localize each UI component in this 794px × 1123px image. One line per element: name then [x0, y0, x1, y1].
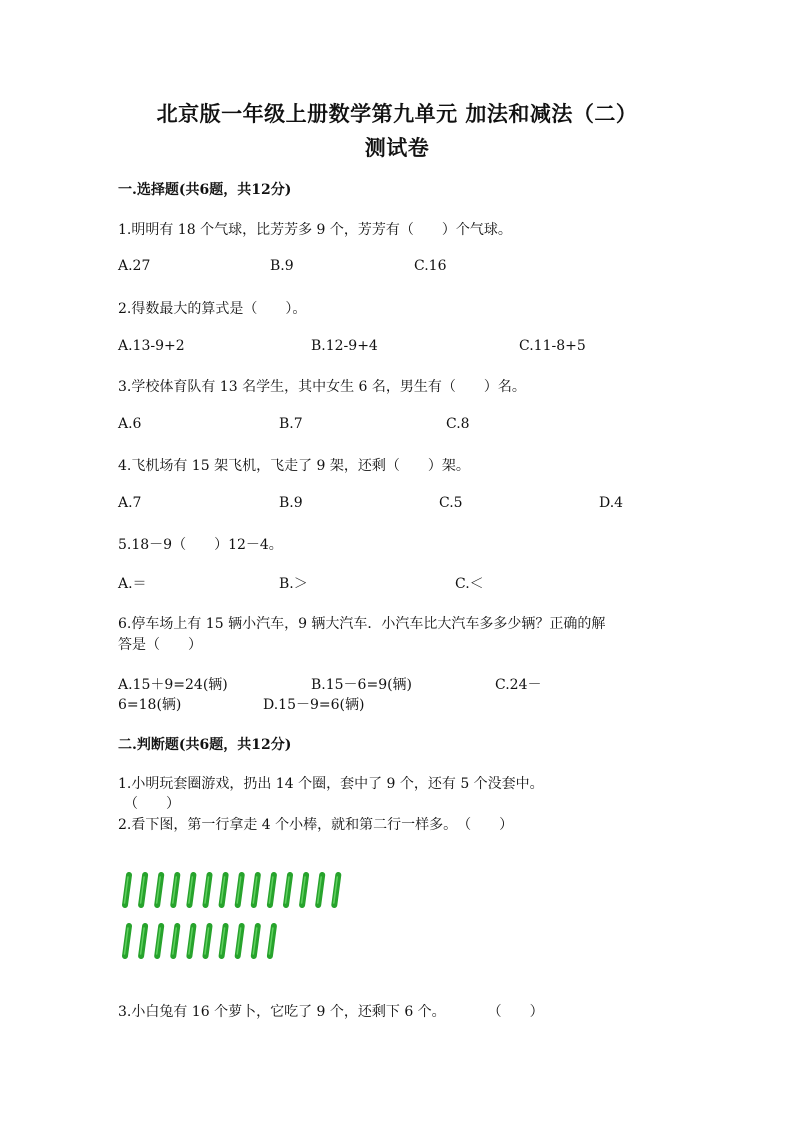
row1-stick-6 [205, 875, 210, 905]
q2-option-b: B.12-9+4 [311, 338, 378, 354]
q2-option-a: A.13-9+2 [118, 338, 185, 354]
page-subtitle: 测试卷 [364, 135, 430, 160]
row2-stick-9 [253, 926, 257, 956]
q4-option-b: B.9 [279, 495, 303, 511]
q6-option-b: B.15－6=9(辆) [311, 677, 413, 693]
q5-option-a: A.＝ [118, 576, 147, 592]
row1-stick-4 [173, 875, 178, 905]
row2-stick-6 [205, 926, 210, 956]
q6-option-c-part2: 6=18(辆) [118, 697, 182, 713]
question-5-stem: 5.18－9（ ）12－4。 [118, 537, 283, 553]
row1-stick-1 [125, 875, 130, 905]
q4-option-d: D.4 [599, 495, 624, 511]
row1-stick-9 [253, 875, 257, 905]
question-4-stem: 4.飞机场有 15 架飞机，飞走了 9 架，还剩（ ）架。 [118, 458, 470, 474]
q1-option-b: B.9 [270, 258, 294, 274]
judge-3-stem: 3.小白兔有 16 个萝卜，它吃了 9 个，还剩下 6 个。 （ ） [118, 1004, 544, 1020]
question-1-stem: 1.明明有 18 个气球，比芳芳多 9 个，芳芳有（ ）个气球。 [118, 222, 512, 238]
row1-stick-14 [334, 875, 339, 905]
q6-option-d: D.15－9=6(辆) [263, 697, 365, 713]
judge-2-stem: 2.看下图，第一行拿走 4 个小棒，就和第二行一样多。 （ ） [118, 817, 514, 833]
q4-option-a: A.7 [118, 495, 142, 511]
question-2-stem: 2.得数最大的算式是（ ）。 [118, 301, 307, 317]
sticks-svg [118, 872, 378, 962]
q5-option-b: B.＞ [279, 576, 308, 592]
row2-stick-4 [173, 926, 178, 956]
row1-stick-12 [302, 875, 307, 905]
row1-stick-2 [141, 875, 146, 905]
row1-stick-10 [269, 875, 274, 905]
row2-stick-1 [125, 926, 130, 956]
section-heading-judge: 二.判断题(共6题，共12分) [118, 737, 292, 753]
judge-1-line2: （ ） [124, 796, 180, 812]
q3-option-c: C.8 [446, 416, 470, 432]
question-3-stem: 3.学校体育队有 13 名学生，其中女生 6 名，男生有（ ）名。 [118, 379, 526, 395]
row2-stick-10 [269, 926, 274, 956]
row1-stick-7 [221, 875, 226, 905]
question-6-stem-line1: 6.停车场上有 15 辆小汽车，9 辆大汽车．小汽车比大汽车多多少辆？正确的解 [118, 616, 606, 632]
row1-stick-3 [157, 875, 162, 905]
sticks-figure [118, 872, 378, 962]
section-heading-choice: 一.选择题(共6题，共12分) [118, 182, 292, 198]
q1-option-c: C.16 [414, 258, 447, 274]
row1-stick-11 [286, 875, 291, 905]
row1-stick-8 [237, 875, 242, 905]
row2-stick-2 [141, 926, 146, 956]
row1-stick-5 [189, 875, 194, 905]
question-6-stem-line2: 答是（ ） [118, 637, 202, 653]
q3-option-b: B.7 [279, 416, 303, 432]
row1-stick-13 [318, 875, 323, 905]
row2-stick-5 [189, 926, 194, 956]
q6-option-a: A.15＋9=24(辆) [118, 677, 228, 693]
judge-1-line1: 1.小明玩套圈游戏，扔出 14 个圈，套中了 9 个，还有 5 个没套中。 [118, 776, 544, 792]
row2-stick-8 [237, 926, 242, 956]
q5-option-c: C.＜ [455, 576, 484, 592]
row2-stick-7 [221, 926, 226, 956]
page-title: 北京版一年级上册数学第九单元 加法和减法（二） [156, 101, 638, 126]
q1-option-a: A.27 [118, 258, 151, 274]
row2-stick-3 [157, 926, 162, 956]
q2-option-c: C.11-8+5 [519, 338, 586, 354]
q3-option-a: A.6 [118, 416, 142, 432]
q4-option-c: C.5 [439, 495, 463, 511]
q6-option-c-part1: C.24－ [495, 677, 542, 693]
